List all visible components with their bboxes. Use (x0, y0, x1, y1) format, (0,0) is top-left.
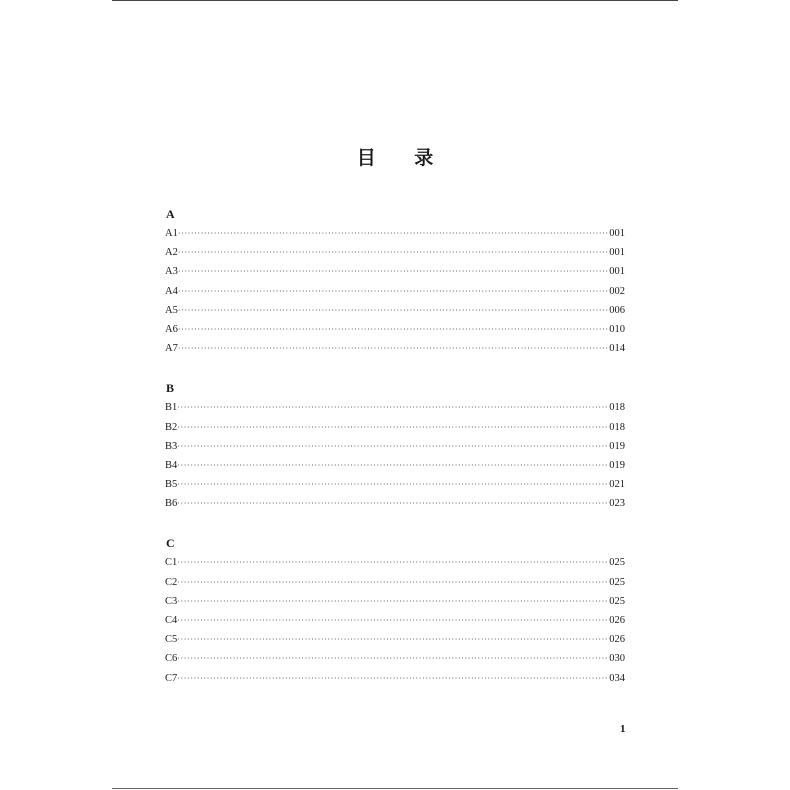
entry-page-number: 001 (609, 247, 625, 259)
entry-page-number: 014 (609, 343, 625, 355)
entry-page-number: 021 (609, 479, 625, 491)
toc-entry[interactable] (165, 630, 625, 649)
entry-page-number: 026 (609, 615, 625, 626)
entry-label: A3 (165, 266, 178, 278)
entry-label: B2 (165, 421, 178, 433)
entry-page-number: 025 (609, 595, 625, 607)
toc-entry[interactable] (165, 282, 625, 301)
entry-label: C6 (165, 653, 178, 665)
entry-label: A7 (165, 343, 178, 355)
dot-leader (177, 437, 609, 456)
dot-leader (177, 398, 609, 417)
toc-entry[interactable] (165, 301, 625, 320)
toc-entry[interactable] (165, 494, 625, 513)
entry-label: B1 (165, 402, 178, 414)
entry-label: C5 (165, 634, 178, 646)
top-rule (112, 0, 678, 1)
dot-leader (177, 630, 609, 649)
toc-section-c (165, 534, 625, 687)
toc-entry[interactable] (165, 320, 625, 339)
toc-entry[interactable] (165, 398, 625, 417)
dot-leader (178, 243, 609, 262)
entry-label: A1 (165, 228, 178, 239)
entry-label: B6 (165, 498, 178, 510)
entry-label: C3 (165, 595, 178, 607)
entry-page-number: 018 (609, 421, 625, 433)
entry-label: C4 (165, 615, 178, 626)
entry-page-number: 006 (609, 304, 625, 316)
dot-leader (177, 611, 609, 630)
toc-entry[interactable] (165, 592, 625, 611)
toc-entry[interactable] (165, 573, 625, 592)
dot-leader (178, 262, 609, 281)
dot-leader (177, 456, 609, 475)
entry-page-number: 010 (609, 323, 625, 335)
dot-leader (177, 475, 609, 494)
dot-leader (177, 494, 609, 513)
table-of-contents (165, 205, 625, 688)
dot-leader (177, 418, 609, 437)
toc-entry[interactable] (165, 339, 625, 358)
toc-entry[interactable] (165, 437, 625, 456)
toc-entry[interactable] (165, 418, 625, 437)
entry-page-number: 001 (609, 266, 625, 278)
entry-page-number: 002 (609, 285, 625, 297)
entry-page-number: 034 (609, 672, 625, 684)
entry-page-number: 001 (609, 228, 625, 239)
toc-entry[interactable] (165, 262, 625, 281)
entry-page-number: 026 (609, 634, 625, 646)
toc-entry[interactable] (165, 553, 625, 572)
entry-page-number: 023 (609, 498, 625, 510)
dot-leader (178, 224, 609, 243)
entry-label: A4 (165, 285, 178, 297)
dot-leader (177, 573, 609, 592)
section-heading: C (166, 536, 175, 551)
entry-label: A2 (165, 247, 178, 259)
entry-page-number: 030 (609, 653, 625, 665)
entry-page-number: 025 (609, 557, 625, 569)
dot-leader (177, 669, 609, 688)
toc-entry[interactable] (165, 649, 625, 668)
entry-page-number: 019 (609, 459, 625, 471)
section-heading: B (166, 381, 175, 396)
toc-entry[interactable] (165, 669, 625, 688)
dot-leader (178, 282, 609, 301)
toc-section-a (165, 205, 625, 358)
entry-label: A5 (165, 304, 178, 316)
section-heading: A (166, 207, 175, 221)
entry-label: B3 (165, 440, 178, 452)
toc-entry[interactable] (165, 611, 625, 630)
entry-label: B4 (165, 459, 178, 471)
entry-label: B5 (165, 479, 178, 491)
dot-leader (178, 339, 609, 358)
page-title: 目 录 (356, 147, 450, 169)
bottom-rule (112, 788, 678, 789)
entry-label: C1 (165, 557, 178, 569)
entry-page-number: 019 (609, 440, 625, 452)
dot-leader (177, 649, 609, 668)
entry-page-number: 025 (609, 576, 625, 588)
dot-leader (178, 301, 609, 320)
toc-section-b (165, 379, 625, 513)
dot-leader (177, 592, 609, 611)
toc-entry[interactable] (165, 475, 625, 494)
entry-label: C7 (165, 672, 178, 684)
toc-entry[interactable] (165, 456, 625, 475)
dot-leader (178, 320, 609, 339)
page-number: 1 (620, 723, 626, 735)
toc-entry[interactable] (165, 224, 625, 243)
entry-page-number: 018 (609, 402, 625, 414)
entry-label: A6 (165, 323, 178, 335)
entry-label: C2 (165, 576, 178, 588)
dot-leader (177, 553, 609, 572)
toc-entry[interactable] (165, 243, 625, 262)
